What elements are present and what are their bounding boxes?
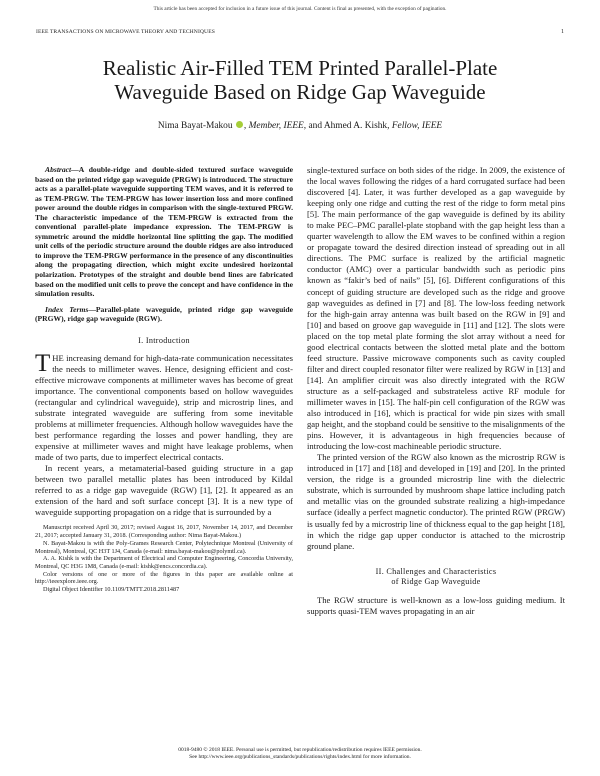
page-number: 1 [561,29,564,35]
title-line-2: Waveguide Based on Ridge Gap Waveguide [114,80,486,104]
author-1-role: , Member, IEEE [243,121,304,131]
abstract-dash: — [71,165,79,174]
author-line [0,121,600,131]
section-2-paragraph-1: The RGW structure is well-known as a low-loss guiding medium. It supports quasi-TEM waves propagating in an air [307,594,565,616]
index-terms [35,305,293,324]
section-2-heading [307,567,565,587]
intro-paragraph-2: In recent years, a metamaterial-based guiding structure in a gap between two parallel metallic plates has been introduced by Kildal referred to as a ridge gap waveguide (RGW) [1], [2]. It appeared as an extension of the hard and soft surface concept [3]. It is a new type of waveguide supporting propagation on a ridge that is surrounded by a [35,463,293,518]
orcid-icon[interactable] [236,121,243,128]
footnote-manuscript: Manuscript received April 30, 2017; revised August 16, 2017, November 14, 2017, and December 21, 2017; accepted January 31, 2018. (Corresponding author: Nima Bayat-Makou.) [35,524,293,540]
index-terms-text: Parallel-plate waveguide, printed ridge gap waveguide (PRGW), ridge gap waveguide (RGW). [35,304,293,324]
footnote-color: Color versions of one or more of the figures in this paper are available online at http://ieeexplore.ieee.org. [35,570,293,586]
drop-cap: T [35,349,51,377]
section-1-heading: I. Introduction [138,335,190,345]
author-2-role: , Fellow, IEEE [387,121,443,131]
authors-conjunction: , and [303,121,324,131]
left-column [35,165,293,594]
index-terms-label: Index Terms [45,304,89,314]
intro-paragraph-1-text: HE increasing demand for high-data-rate communication necessitates the needs to millimeter waves. Hence, designing efficient and cost-effective microwave components at millimeter waves has become of great importance. The conventional components based on hollow waveguides (rectangular and cylindrical waveguide), strip and microstrip lines, and substrate integrated waveguide are suffering from some inevitable problems at millimeter frequencies. Although hollow waveguides have the best performance regarding the losses and power handling, they are expensive at millimeter waves and might have leakage problems, when made of two parts, due to imperfect electrical contacts. [35,352,293,463]
abstract-text: A double-ridge and double-sided textured surface waveguide based on the printed ridge gap waveguide (PRGW) is introduced. The structure acts as a parallel-plate waveguide supporting TEM waves, and it is referred to as TEM-PRGW. The TEM-PRGW has lower insertion loss and more confined power around the double ridges in comparison with the single-textured PRGW. The characteristic impedance of the TEM-PRGW is extracted from the conventional parallel-plate impedance expression. The TEM-PRGW is symmetric around the middle horizontal line splitting the gap. The modified unit cells of the periodic structure around the double ridges are also introduced to improve the TEM-PRGW performance in the presence of any discontinuities along the propagating direction, which might excite undesired horizontal polarization. Prototypes of the straight and double bend lines are fabricated based on the modified unit cells to prove the concept and have confidence in the simulation results. [35,165,293,299]
author-2: Ahmed A. Kishk [323,121,388,131]
intro-paragraph-1 [35,349,293,463]
copyright-footer [0,747,600,761]
title-line-1: Realistic Air-Filled TEM Printed Parallel-Plate [102,56,498,80]
running-header: IEEE TRANSACTIONS ON MICROWAVE THEORY AND TECHNIQUES [36,29,215,35]
section-2-heading-line-1: II. Challenges and Characteristics [375,566,497,576]
paper-title [0,56,600,104]
section-2-heading-line-2: of Ridge Gap Waveguide [391,576,481,586]
right-column [307,165,565,617]
acceptance-notice: This article has been accepted for inclusion in a future issue of this journal. Content is final as presented, with the exception of pagination. [153,6,447,12]
rights-link-line: See http://www.ieee.org/publications_standards/publications/rights/index.html for more information. [189,754,411,760]
intro-paragraph-3: single-textured surface on both sides of the ridge. In 2009, the existence of the local waves following the ridges of a hard corrugated surface had been discovered [4]. Later, it was further developed as a gap waveguide by keeping only one ridge and cutting the rest of the ridge to form metal pins [5]. The main performance of the gap waveguide is defined by its ability to make PEC–PMC parallel-plate stopband with the gap height less than a quarter wavelength to allow the EM waves to be confined within a region or propagate toward the desired direction instead of spreading out in all directions. The PMC surface is realized by the artificial magnetic conductor (AMC) over a particular bandwidth such as periodic pins known as “fakir’s bed of nails” [5], [6]. Different configurations of this concept of guiding structure are developed such as the ridge and groove gap waveguides as defined in [7] and [8]. The low-loss feeding network for the high-gain array antenna was built based on the RGW in [9] and [10] and based on groove gap waveguide in [11] and [12]. The slots were placed on the top metal plate forming the slot array without a need for good electrical contacts between the slotted metal plate and the bottom feed structure. Passive microwave components such as cavity coupled filter and direct coupled resonator filter were realized by RGW in [13] and [14]. An amplifier circuit was also directly integrated with the RGW structure as a self-packaged and substrateless active RF module for millimeter waves in [15]. The half-pin cell configuration of the RGW was also introduced in [16], which is practical for wide pin sizes with small gap height, and the stopband could be sensitive to the misalignments of the pins. However, it is advantageous in high frequencies because of introducing the low-cost machineable periodic structure. [307,165,566,452]
abstract [35,165,293,299]
author-1: Nima Bayat-Makou [157,121,233,131]
intro-paragraph-4: The printed version of the RGW also known as the microstrip RGW is introduced in [17] and [18] and developed in [19] and [20]. In the printed version, the ridge is a grounded microstrip line with the dielectric substrate, which is surrounded by mushroom shape lattice including patch and metallic vias on the grounded substrate realizing a high-impedance surface (ideally a perfect magnetic conductor). The printed RGW (PRGW) is usually fed by a microstrip line of thickness equal to the gap height [18], in which the ridge gap upper conductor is attached to the microstrip ground plane. [307,452,565,551]
copyright-line: 0018-9480 © 2018 IEEE. Personal use is permitted, but republication/redistribution requires IEEE permission. [178,747,422,753]
footnote-author-1: N. Bayat-Makou is with the Poly-Grames Research Center, Polytechnique Montreal (University of Montreal), Montreal, QC H3T 1J4, Canada (e-mail: nima.bayat-makou@polymtl.ca). [35,539,293,555]
index-terms-dash: — [88,304,96,314]
footnote-author-2: A. A. Kishk is with the Department of Electrical and Computer Engineering, Concordia University, Montreal, QC H3G 1M8, Canada (e-mail: kishk@encs.concordia.ca). [35,555,293,570]
abstract-label: Abstract [45,165,72,174]
footnotes [35,524,293,593]
footnote-doi: Digital Object Identifier 10.1109/TMTT.2018.2811487 [43,586,180,594]
